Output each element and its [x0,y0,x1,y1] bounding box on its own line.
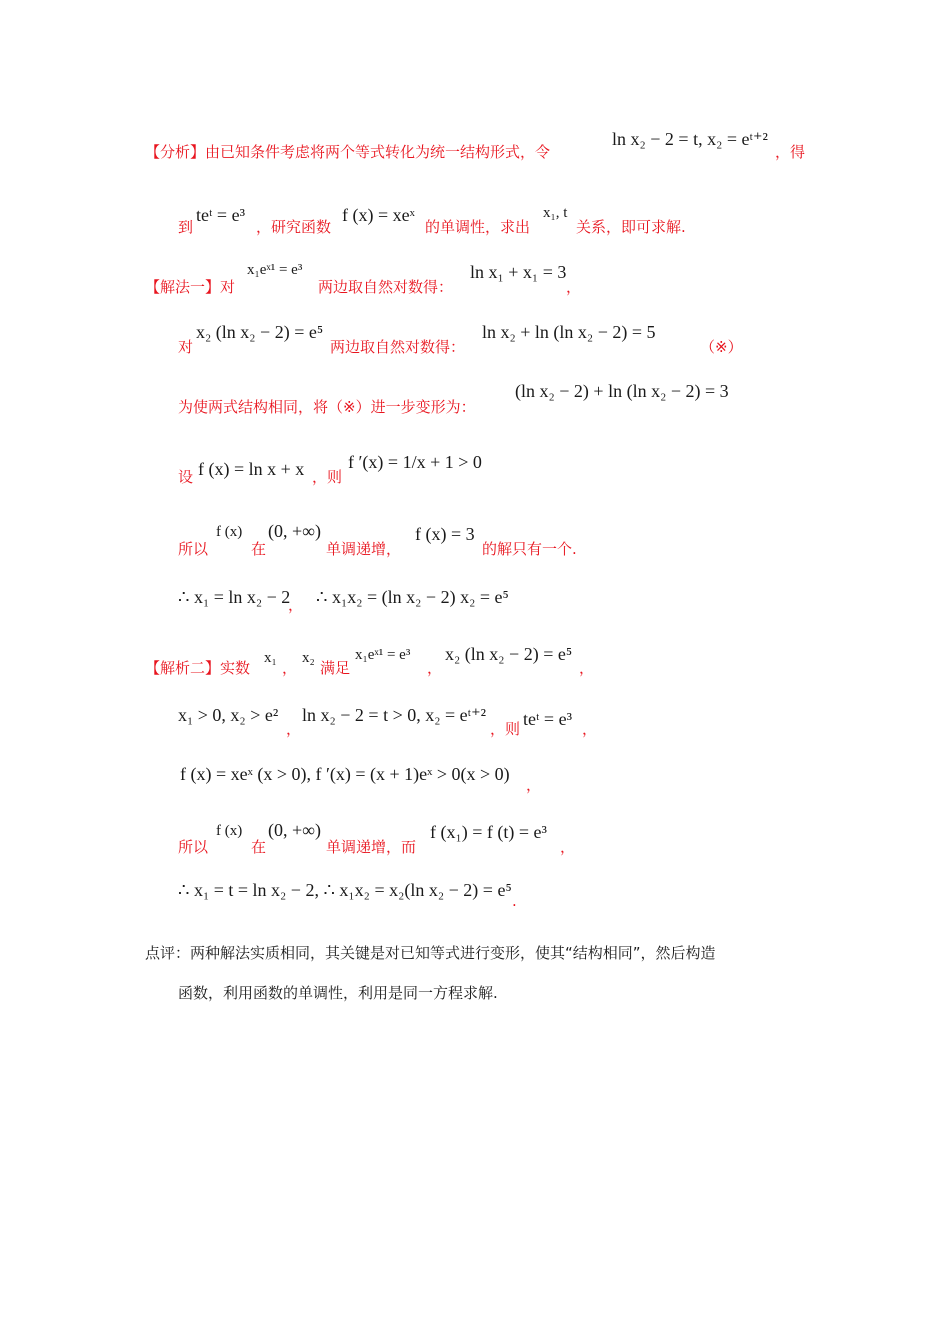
method1-line5-end: 的解只有一个. [482,540,577,558]
analysis-formula-substitution: ln x₂ − 2 = t, x₂ = eᵗ⁺² [612,129,768,149]
method1-formula-f: f (x) [216,524,243,540]
method1-line4-mid: ，则 [312,468,343,486]
analysis-line1-text: 【分析】由已知条件考虑将两个等式转化为统一结构形式，令 [145,143,551,161]
analysis-formula-x1t: x₁, t [543,205,568,221]
comment-line2: 函数，利用函数的单调性，利用是同一方程求解. [178,984,498,1002]
method2-line2-sep: ， [286,720,302,738]
method1-formula-eq2: x₂ (ln x₂ − 2) = e⁵ [196,322,324,342]
method2-line3-end: ， [526,776,542,794]
method2-formula-x2: x₂ [302,650,315,666]
method2-formula-f: f (x) [216,823,243,839]
method2-formula-tet: teᵗ = e³ [523,709,572,729]
method2-line1-mid: 满足 [320,659,351,677]
analysis-formula-fx: f (x) = xeˣ [342,205,415,225]
method1-line3-text: 为使两式结构相同，将（※）进一步变形为： [178,398,476,416]
method2-line1-end: ， [579,659,595,677]
method1-formula-fdef: f (x) = ln x + x [198,459,305,479]
method2-formula-eq1: x₁eˣ¹ = e³ [355,647,411,663]
method1-star-mark: （※） [700,338,743,356]
analysis-line1-end: ，得 [775,143,806,161]
method2-formula-fx1: f (x₁) = f (t) = e³ [430,822,547,842]
method1-formula-derivative: f ′(x) = 1/x + 1 > 0 [348,452,482,472]
method1-line5-mid2: 单调递增， [326,540,402,558]
method1-line5-start: 所以 [178,540,209,558]
method2-line2-end: ， [582,720,598,738]
method2-formula-x1: x₁ [264,650,277,666]
method2-line1-sep2: ， [427,659,443,677]
method2-line2-mid: ，则 [490,720,521,738]
method1-formula-transformed: (ln x₂ − 2) + ln (ln x₂ − 2) = 3 [515,381,729,401]
method2-label: 【解析二】实数 [145,659,251,677]
method2-line4-mid: 在 [251,838,267,856]
method1-line4-start: 设 [178,468,194,486]
method2-formula-eq2: x₂ (ln x₂ − 2) = e⁵ [445,644,573,664]
method1-line2-mid: 两边取自然对数得： [330,338,466,356]
analysis-line2-end: 关系，即可求解. [576,218,686,236]
method1-line1-mid: 两边取自然对数得： [318,278,454,296]
method1-formula-x1: ∴ x₁ = ln x₂ − 2 [178,587,291,607]
method1-label: 【解法一】对 [145,278,236,296]
method2-formula-range: x₁ > 0, x₂ > e² [178,705,279,725]
method2-line4-mid2: 单调递增，而 [326,838,417,856]
method1-line5-mid: 在 [251,540,267,558]
method1-formula-x1x2: ∴ x₁x₂ = (ln x₂ − 2) x₂ = e⁵ [316,587,509,607]
method2-formula-fx: f (x) = xeˣ (x > 0), f ′(x) = (x + 1)eˣ > 0(x > 0) [180,764,510,784]
method2-line4-end: ， [560,838,576,856]
method1-line2-start: 对 [178,338,194,356]
method1-formula-interval: (0, +∞) [268,521,321,541]
method2-line5-end: . [512,892,517,910]
method1-formula-f3: f (x) = 3 [415,524,475,544]
method1-line6-sep: ， [288,596,304,614]
method1-line1-end: ， [566,278,582,296]
analysis-line2-mid2: 的单调性，求出 [425,218,531,236]
method2-formula-result: ∴ x₁ = t = ln x₂ − 2, ∴ x₁x₂ = x₂(ln x₂ − 2) = e⁵ [178,880,512,900]
method1-formula-log2: ln x₂ + ln (ln x₂ − 2) = 5 [482,322,656,342]
analysis-line2-mid: ，研究函数 [256,218,332,236]
method1-formula-log1: ln x₁ + x₁ = 3 [470,262,567,282]
analysis-line2-start: 到 [178,218,194,236]
method2-line4-start: 所以 [178,838,209,856]
method2-line1-sep: ， [282,659,298,677]
method1-formula-eq1: x₁eˣ¹ = e³ [247,262,303,278]
method2-formula-t: ln x₂ − 2 = t > 0, x₂ = eᵗ⁺² [302,705,486,725]
method2-formula-interval: (0, +∞) [268,820,321,840]
comment-line1: 点评：两种解法实质相同，其关键是对已知等式进行变形，使其“结构相同”，然后构造 [145,944,716,962]
analysis-formula-tet: teᵗ = e³ [196,205,245,225]
